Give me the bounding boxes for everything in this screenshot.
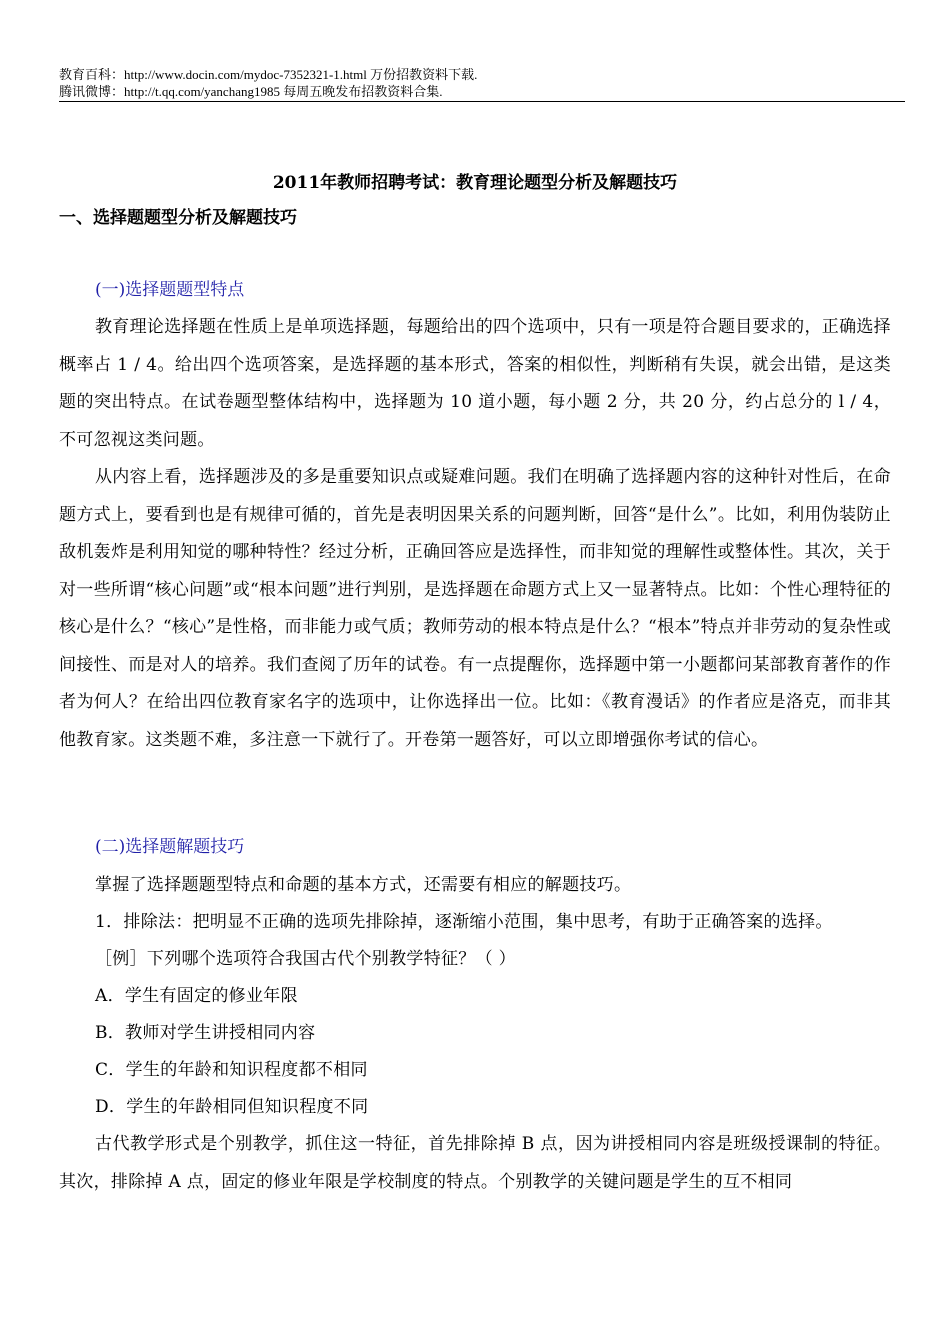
- option-a: A．学生有固定的修业年限: [95, 986, 298, 1006]
- section-heading-1: 一、选择题题型分析及解题技巧: [59, 208, 297, 228]
- techniques-intro: 掌握了选择题题型特点和命题的基本方式，还需要有相应的解题技巧。: [95, 875, 632, 895]
- document-title: 2011年教师招聘考试：教育理论题型分析及解题技巧: [272, 173, 678, 193]
- header-line-docin: 教育百科：http://www.docin.com/mydoc-7352321-1.html 万份招教资料下载.: [59, 67, 478, 82]
- page-header: [59, 66, 905, 100]
- paragraph-features-1: 教育理论选择题在性质上是单项选择题，每题给出的四个选项中，只有一项是符合题目要求的，正确选择概率占 1 / 4。给出四个选项答案，是选择题的基本形式，答案的相似性，判断稍有失误，就会出错，是这类题的突出特点。在试卷题型整体结构中，选择题为 10 道小题，每小题 2 分，共 20 分，约占总分的 l / 4， 不可忽视这类问题。: [59, 317, 891, 450]
- header-line-weibo: 腾讯微博：http://t.qq.com/yanchang1985 每周五晚发布招教资料合集.: [59, 84, 443, 99]
- option-c: C．学生的年龄和知识程度都不相同: [95, 1060, 368, 1080]
- option-b: B．教师对学生讲授相同内容: [95, 1023, 316, 1043]
- header-divider: [59, 101, 905, 102]
- paragraph-features-2: 从内容上看，选择题涉及的多是重要知识点或疑难问题。我们在明确了选择题内容的这种针对性后，在命题方式上，要看到也是有规律可循的，首先是表明因果关系的问题判断，回答“是什么”。比如，利用伪装防止敌机轰炸是利用知觉的哪种特性？经过分析，正确回答应是选择性，而非知觉的理解性或整体性。其次，关于对一些所谓“核心问题”或“根本问题”进行判别，是选择题在命题方式上又一显著特点。比如：个性心理特征的核心是什么？“核心”是性格，而非能力或气质；教师劳动的根本特点是什么？“根本”特点并非劳动的复杂性或间接性、而是对人的培养。我们查阅了历年的试卷。有一点提醒你，选择题中第一小题都问某部教育著作的作者为何人？在给出四位教育家名字的选项中，让你选择出一位。比如：《教育漫话》的作者应是洛克，而非其他教育家。这类题不难，多注意一下就行了。开卷第一题答好，可以立即增强你考试的信心。: [59, 467, 891, 750]
- paragraph-explanation: 古代教学形式是个别教学，抓住这一特征，首先排除掉 B 点，因为讲授相同内容是班级授课制的特征。其次，排除掉 A 点，固定的修业年限是学校制度的特点。个别教学的关键问题是学生的互不相同: [59, 1134, 891, 1192]
- example-question: ［例］下列哪个选项符合我国古代个别教学特征？（ ）: [95, 949, 516, 969]
- method-elimination: 1．排除法：把明显不正确的选项先排除掉，逐渐缩小范围，集中思考，有助于正确答案的选择。: [95, 912, 833, 932]
- subsection-heading-techniques: (二)选择题解题技巧: [95, 837, 245, 857]
- option-d: D．学生的年龄相同但知识程度不同: [95, 1097, 369, 1117]
- subsection-heading-features: (一)选择题题型特点: [95, 280, 245, 300]
